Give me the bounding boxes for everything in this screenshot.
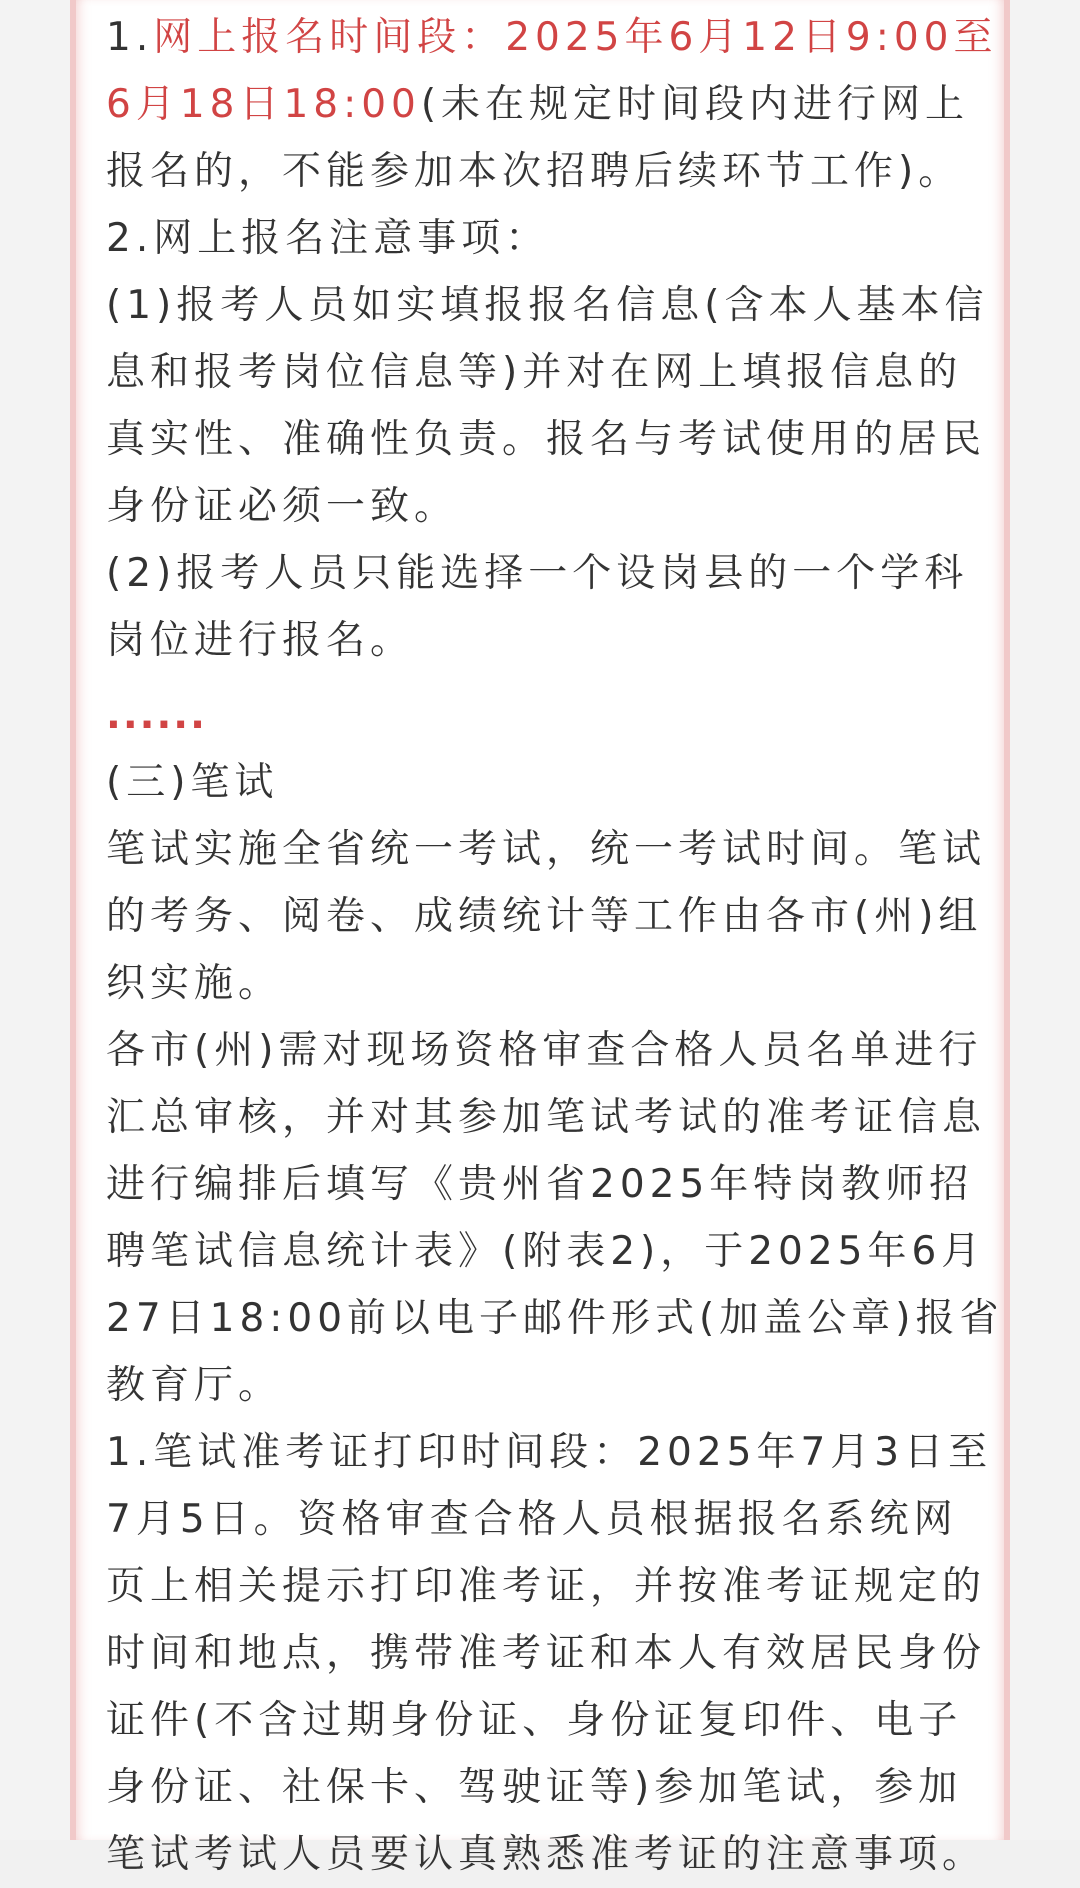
paragraph-line: 织实施。 — [106, 961, 283, 1006]
paragraph-line — [106, 71, 986, 138]
paragraph-line: 27日18:00前以电子邮件形式(加盖公章)报省 — [106, 1296, 1004, 1341]
paragraph-line: 身份证、社保卡、驾驶证等)参加笔试，参加 — [106, 1765, 963, 1810]
paragraph-line: 页上相关提示打印准考证，并按准考证规定的 — [106, 1564, 987, 1609]
article-card — [70, 0, 1010, 1877]
paragraph-line: 身份证必须一致。 — [106, 484, 459, 529]
paragraph-line: 进行编排后填写《贵州省2025年特岗教师招 — [106, 1162, 974, 1207]
article-content — [106, 4, 1004, 1888]
paragraph-line: 真实性、准确性负责。报名与考试使用的居民 — [106, 417, 987, 462]
section-heading-written-exam: (三)笔试 — [106, 760, 279, 805]
spacer — [106, 674, 986, 682]
paragraph-line: 息和报考岗位信息等)并对在网上填报信息的 — [106, 350, 963, 395]
paragraph-line: 聘笔试信息统计表》(附表2)，于2025年6月 — [106, 1229, 986, 1274]
paragraph-line: 笔试考试人员要认真熟悉准考证的注意事项。 — [106, 1832, 987, 1877]
paragraph-line: 教育厅。 — [106, 1363, 283, 1408]
ellipsis-separator: ...... — [106, 693, 207, 738]
paragraph-line: 报名的，不能参加本次招聘后续环节工作)。 — [106, 149, 963, 194]
paragraph-line — [106, 4, 998, 71]
paragraph-line: 各市(州)需对现场资格审查合格人员名单进行 — [106, 1028, 983, 1073]
paragraph-text: (未在规定时间段内进行网上 — [420, 82, 970, 127]
paragraph-line: (2)报考人员只能选择一个设岗县的一个学科 — [106, 551, 969, 596]
paragraph-line: (1)报考人员如实填报报名信息(含本人基本信 — [106, 283, 989, 328]
highlighted-registration-end: 6月18日18:00 — [106, 82, 421, 127]
paragraph-line: 汇总审核，并对其参加笔试考试的准考证信息 — [106, 1095, 987, 1140]
list-number: 1. — [106, 15, 154, 60]
paragraph-line: 岗位进行报名。 — [106, 618, 415, 663]
paragraph-line: 的考务、阅卷、成绩统计等工作由各市(州)组 — [106, 894, 983, 939]
paragraph-line: 笔试实施全省统一考试，统一考试时间。笔试 — [106, 827, 987, 872]
highlighted-registration-time: 网上报名时间段：2025年6月12日9:00至 — [153, 15, 998, 60]
paragraph-line: 证件(不含过期身份证、身份证复印件、电子 — [106, 1698, 963, 1743]
paragraph-line: 时间和地点，携带准考证和本人有效居民身份 — [106, 1631, 987, 1676]
paragraph-line: 2.网上报名注意事项： — [106, 216, 550, 261]
paragraph-line: 7月5日。资格审查合格人员根据报名系统网 — [106, 1497, 958, 1542]
paragraph-line: 1.笔试准考证打印时间段：2025年7月3日至 — [106, 1430, 993, 1475]
